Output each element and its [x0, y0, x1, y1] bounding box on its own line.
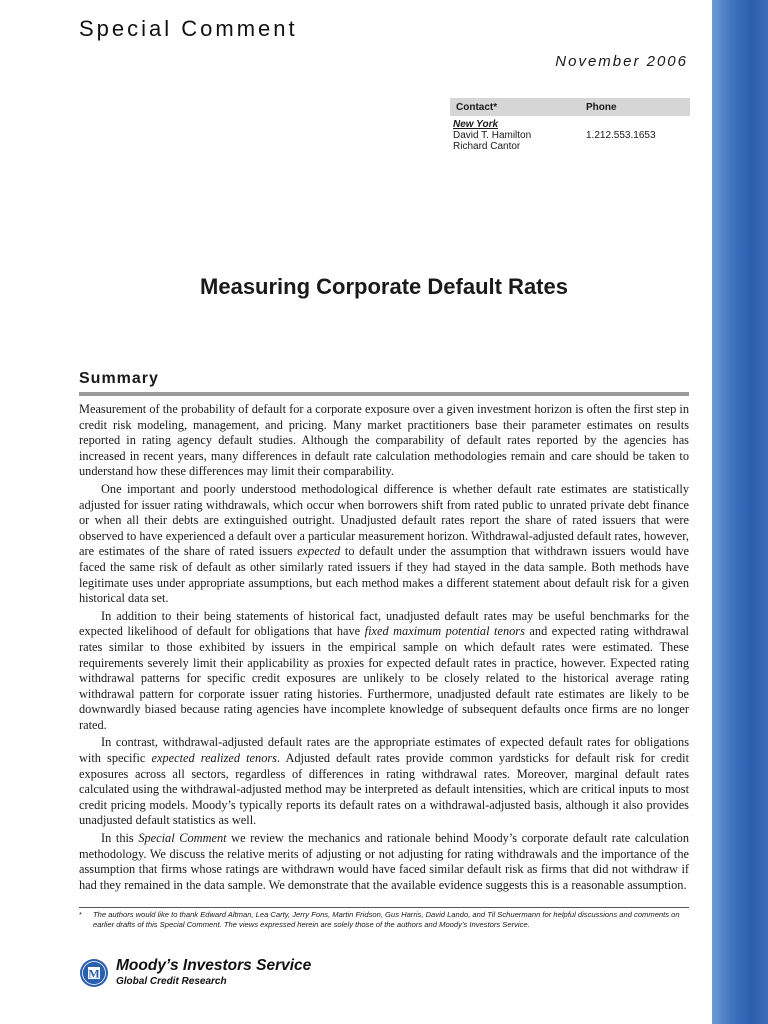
- moodys-logo-icon: [79, 958, 109, 988]
- contact-column-header: Contact*: [456, 101, 498, 113]
- footnote-mark: *: [79, 910, 82, 919]
- side-color-band: [712, 0, 768, 1024]
- summary-body: [79, 402, 689, 895]
- footnote-divider: [79, 907, 689, 908]
- footnote-text: The authors would like to thank Edward Altman, Lea Carty, Jerry Fons, Martin Fridson, Gus Harris, David Lando, and Til Schuermann for helpful discussions and comments on earlier drafts of this Special Comment. The views expressed herein are solely those of the authors and Moody’s Investors Service.: [93, 910, 680, 929]
- paragraph-1: Measurement of the probability of default for a corporate exposure over a given investment horizon is often the first step in credit risk modeling, management, and pricing. Many market practitioners base their parameter estimates on results reported in rating agency default studies. Although the comparability of default rates reported by the agencies has increased in recent years, many differences in default rate calculation methodologies remain and care should be taken to understand how these differences may limit their comparability.: [79, 402, 689, 479]
- contact-name: Richard Cantor: [453, 141, 521, 152]
- contact-phone: [586, 141, 690, 152]
- paragraph-3: In addition to their being statements of historical fact, unadjusted default rates may be useful benchmarks for the expected likelihood of default for obligations that have fixed maximum potential tenors and expected rating withdrawal rates similar to those exhibited by issuers in the empirical sample on which default rates were estimated. These requirements severely limit their applicability as proxies for expected default rates in practice, however. Expected rating withdrawal patterns for specific credit exposures are unlikely to be closely related to the historical average rating withdrawal pattern for corporate issuer rating histories. Furthermore, unadjusted default rate estimates are likely to be downwardly biased because rating agencies have incomplete knowledge of subsequent defaults once firms are no longer rated.: [79, 608, 689, 732]
- logo-letter: M: [88, 966, 100, 981]
- contact-table-header: [450, 98, 690, 116]
- document-title: Measuring Corporate Default Rates: [200, 274, 568, 299]
- contact-name: David T. Hamilton: [453, 130, 532, 141]
- paragraph-5: In this Special Comment we review the mechanics and rationale behind Moody’s corporate default rate calculation methodology. We discuss the relative merits of adjusting or not adjusting for rating withdrawals and the importance of the assumption that firms whose ratings are withdrawn would have faced similar default risk as firms that did not withdraw if had they remained in the data sample. We demonstrate that the available evidence suggests this is a reasonable assumption.: [79, 831, 689, 892]
- publication-date: November 2006: [555, 53, 688, 70]
- contact-phone: 1.212.553.1653: [586, 130, 656, 141]
- document-type: Special Comment: [79, 16, 298, 41]
- emphasis-fixed-tenors: fixed maximum potential tenors: [364, 624, 525, 639]
- section-divider: [79, 392, 689, 396]
- contact-city: New York: [453, 119, 499, 130]
- emphasis-realized-tenors: expected realized tenors: [151, 751, 277, 766]
- contact-row: [450, 130, 690, 141]
- contact-row: [450, 141, 690, 152]
- section-heading-summary: Summary: [79, 370, 159, 387]
- brand-subtitle: Global Credit Research: [116, 976, 227, 987]
- brand-name: Moody’s Investors Service: [116, 957, 312, 974]
- emphasis-expected: expected: [297, 544, 341, 559]
- footnote: [79, 910, 689, 930]
- paragraph-4: In contrast, withdrawal-adjusted default rates are the appropriate estimates of expected default rates for obligations with specific expected realized tenors. Adjusted default rates provide common yardsticks for default risk for credit exposures across all sectors, regardless of differences in rating withdrawal rates. Moreover, marginal default rates calculated using the withdrawal-adjusted method may be interpreted as default intensities, which are critical inputs to most credit pricing models. Moody’s typically reports its default rates on a withdrawal-adjusted basis, although it also provides unadjusted default statistics as well.: [79, 735, 689, 828]
- phone-column-header: Phone: [586, 101, 617, 113]
- paragraph-2: One important and poorly understood methodological difference is whether default rate estimates are statistically adjusted for issuer rating withdrawals, which occur when borrowers shift from rated public to unrated private debt finance or when all their debts are extinguished outright. Unadjusted default rates report the share of rated issuers that were observed to have experienced a default over a particular measurement horizon. Withdrawal-adjusted default rates, however, are estimates of the share of rated issuers expected to default under the assumption that withdrawn issuers would have faced the same risk of default as other similarly rated issuers if they had stayed in the data sample. Both methods have legitimate uses under appropriate assumptions, but each method makes a different statement about default risk for a given historical data set.: [79, 481, 689, 606]
- emphasis-special-comment: Special Comment: [138, 831, 227, 846]
- contact-table: [450, 98, 690, 152]
